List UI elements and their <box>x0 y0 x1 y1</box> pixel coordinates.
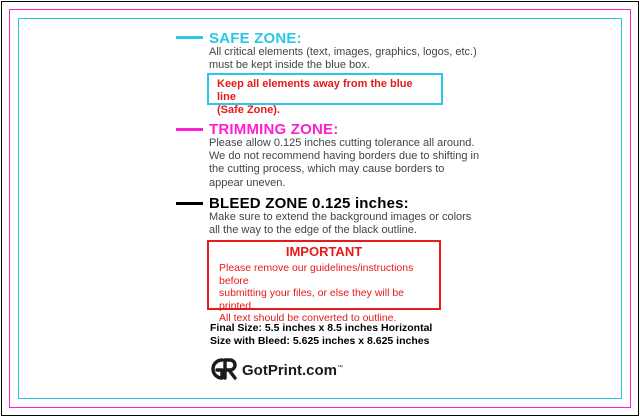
trimming-line-3: the cutting process, which may cause borders to <box>209 163 445 176</box>
size-with-bleed: Size with Bleed: 5.625 inches x 8.625 inches <box>210 335 430 347</box>
safe-callout-line-2: (Safe Zone). <box>217 104 280 116</box>
safe-zone-line-2: must be kept inside the blue box. <box>209 59 370 72</box>
gotprint-logo-icon <box>208 356 238 382</box>
logo-wordmark <box>242 362 343 379</box>
important-title: IMPORTANT <box>285 244 363 259</box>
logo-tm: ™ <box>337 365 344 371</box>
trimming-zone-heading: TRIMMING ZONE: <box>209 121 339 138</box>
important-line-1: Please remove our guidelines/instructions before <box>219 262 414 287</box>
trimming-line-1: Please allow 0.125 inches cutting tolerance all around. <box>209 137 475 149</box>
bleed-line-1: Make sure to extend the background images or colors <box>209 211 472 223</box>
bleed-zone-heading: BLEED ZONE 0.125 inches: <box>209 195 409 212</box>
trimming-line-4: appear uneven. <box>209 176 286 189</box>
bleed-line-2: all the way to the edge of the black outline. <box>209 224 417 237</box>
bleed-zone-text <box>209 211 471 237</box>
bleed-zone-dash <box>176 202 203 205</box>
final-size: Final Size: 5.5 inches x 8.5 inches Horizontal <box>210 322 433 334</box>
trimming-zone-text <box>209 137 479 190</box>
safe-zone-line-1: All critical elements (text, images, graphics, logos, etc.) <box>209 46 477 58</box>
important-line-2: submitting your files, or else they will be printed. <box>219 287 404 312</box>
logo-text: GotPrint.com <box>242 362 338 379</box>
trimming-line-2: We do not recommend having borders due to shifting in <box>209 150 480 163</box>
important-box <box>207 240 441 324</box>
safe-callout-line-1: Keep all elements away from the blue line <box>217 78 413 103</box>
safe-zone-dash <box>176 36 203 39</box>
important-line-3: All text should be converted to outline. <box>219 312 397 324</box>
safe-zone-text <box>209 46 477 72</box>
important-text <box>219 262 439 325</box>
safe-zone-callout <box>207 73 443 116</box>
trimming-zone-dash <box>176 128 203 131</box>
safe-zone-heading: SAFE ZONE: <box>209 30 302 47</box>
